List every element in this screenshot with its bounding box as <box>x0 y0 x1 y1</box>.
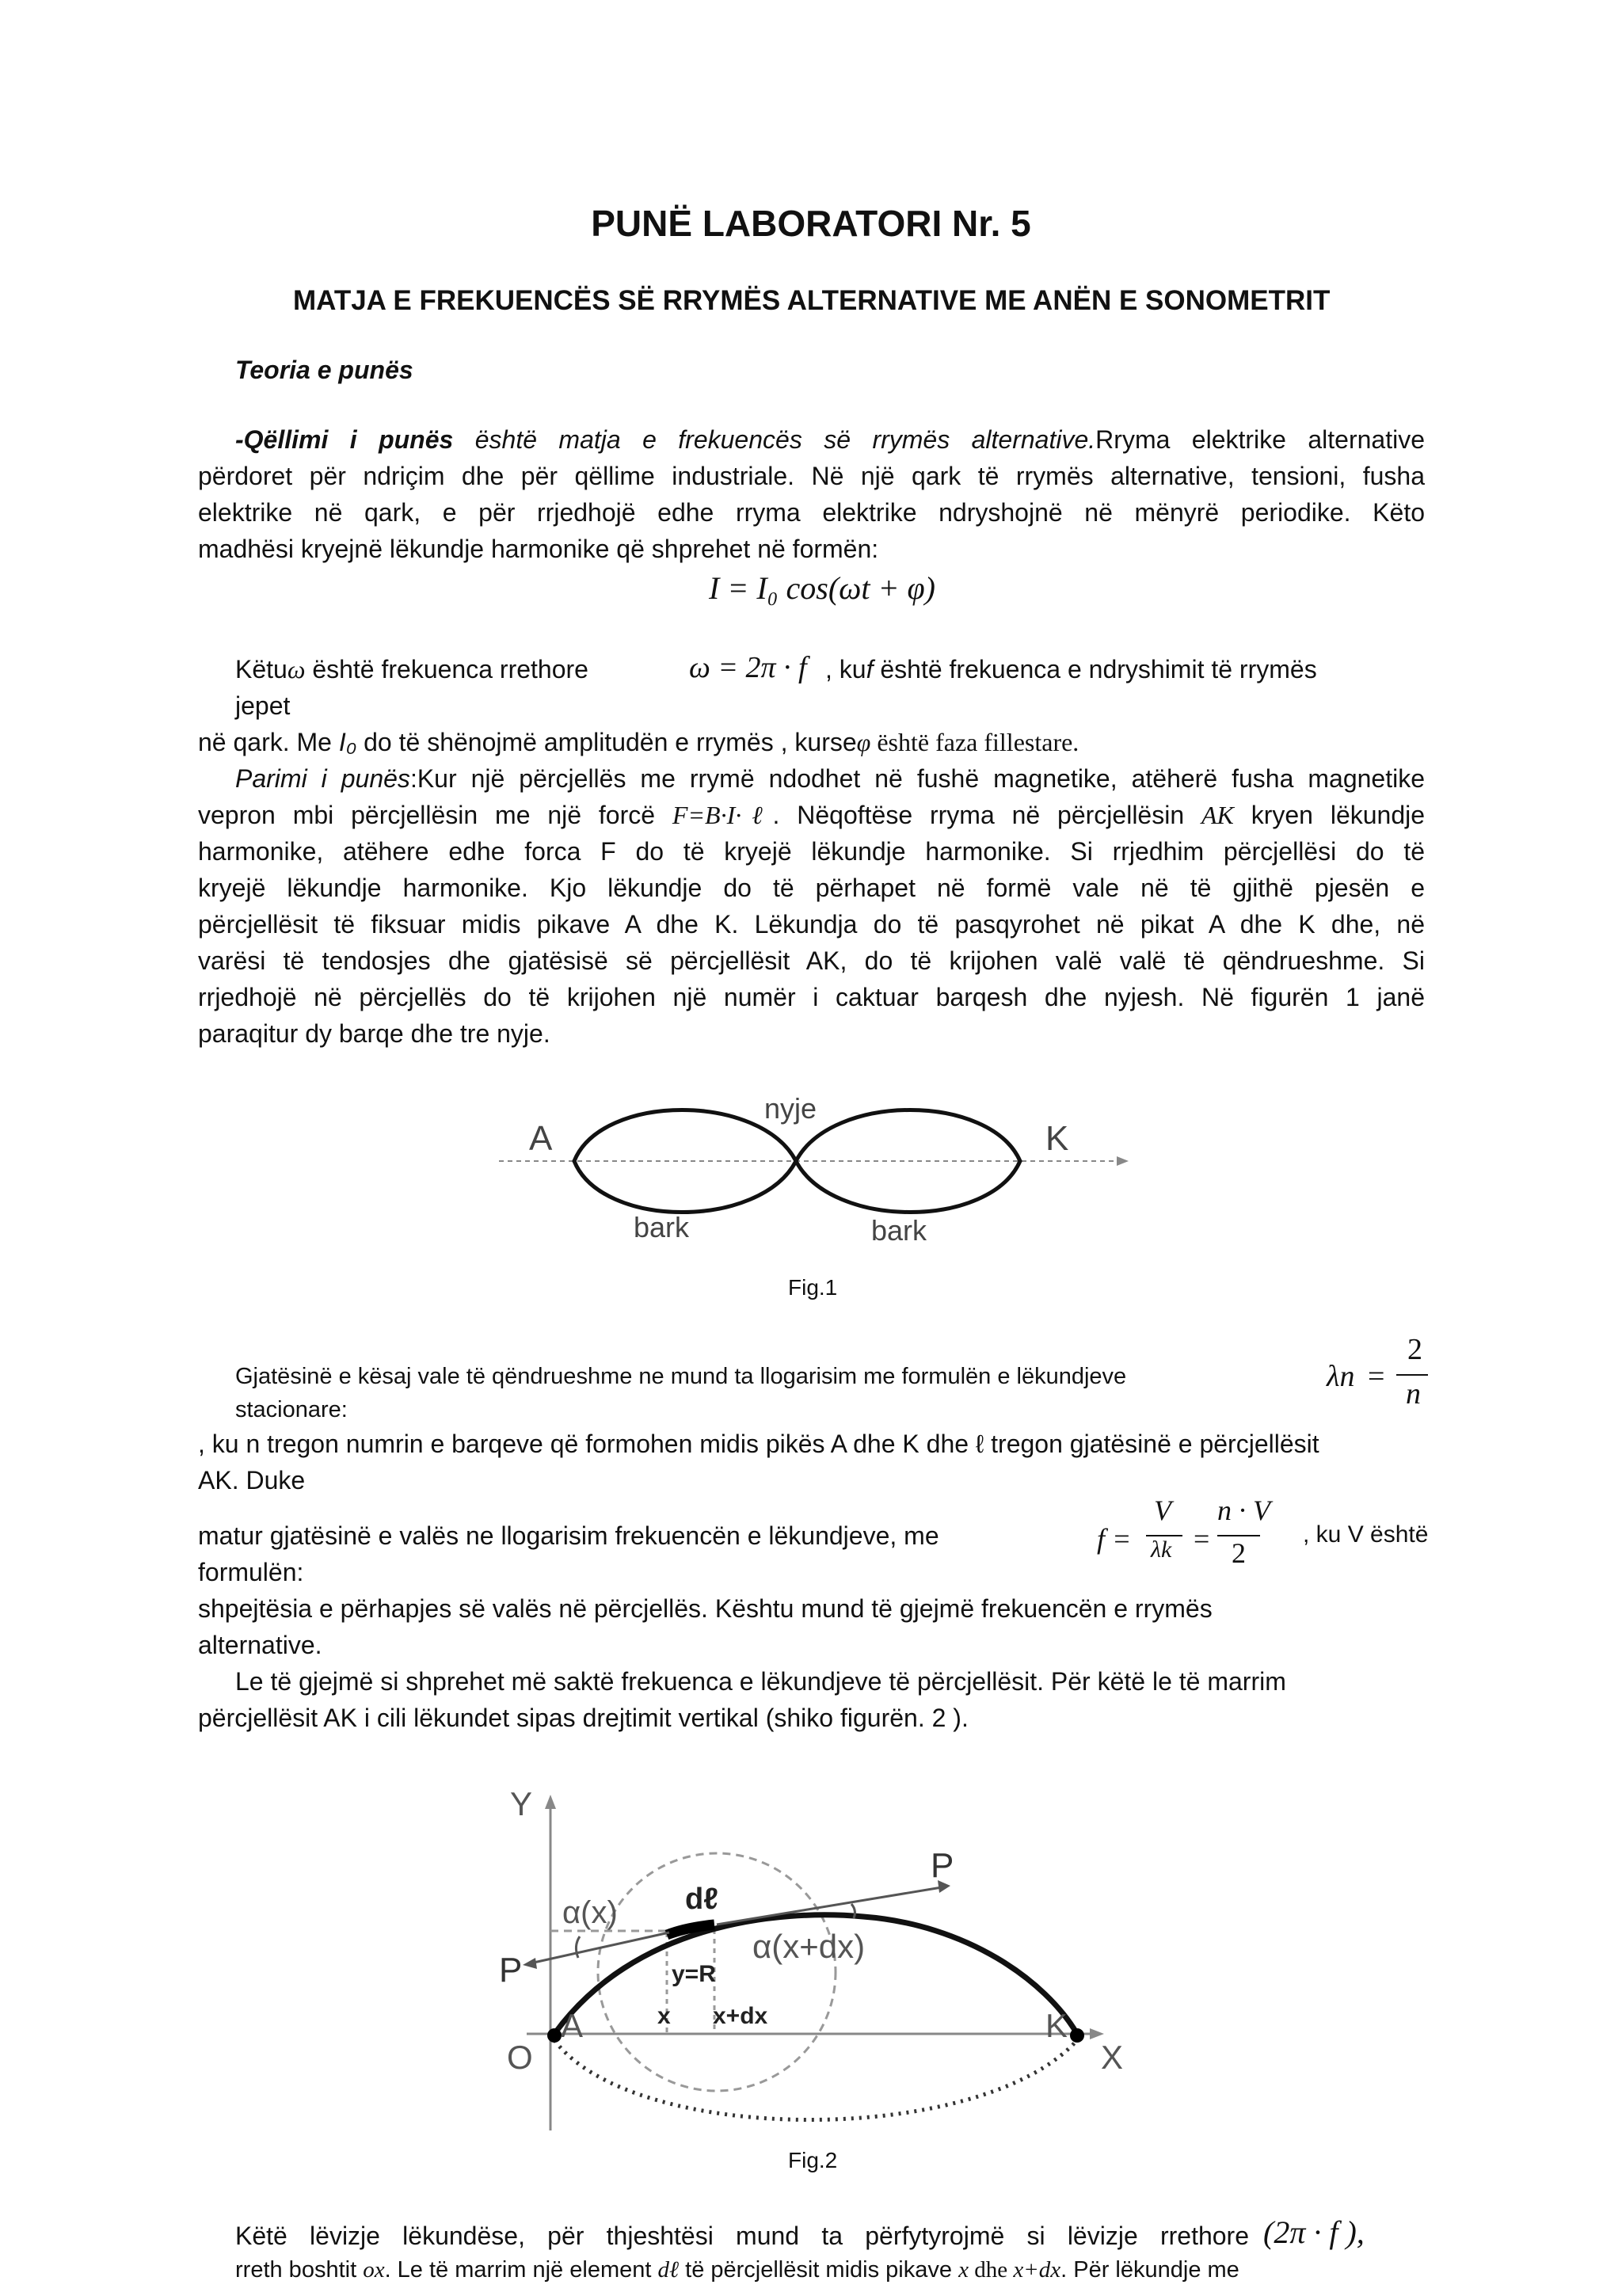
paragraph-3-line-8: paraqitur dy barqe dhe tre nyje. <box>198 1019 550 1048</box>
rest-text: është frekuenca e ndryshimit të rrymës <box>873 655 1317 683</box>
text-c: kryen lëkundje <box>1233 801 1426 829</box>
label-a: A <box>529 1119 553 1158</box>
paragraph-4-line-4: AK. Duke <box>198 1466 306 1494</box>
formula-lambda <box>1327 1333 1430 1416</box>
xdx-symbol: x+dx <box>1013 2257 1061 2283</box>
paragraph-4-line-3: , ku n tregon numrin e barqeve që formohen midis pikës A dhe K dhe ℓ tregon gjatësinë e përcjellësit <box>198 1430 1319 1458</box>
denominator: n <box>1406 1377 1421 1411</box>
section-heading: Teoria e punës <box>235 356 413 384</box>
freq-text: është frekuenca rrethore <box>305 655 588 683</box>
ku-text: , ku <box>825 655 866 683</box>
paragraph-4-line-2: stacionare: <box>235 1397 348 1422</box>
tension-right <box>717 1887 946 1925</box>
equals: = <box>1368 1360 1385 1393</box>
paragraph-3-line-3: harmonike, atëhere edhe forca F do të kryejë lëkundje harmonike. Si rrjedhim përcjellësi do të <box>198 837 1425 866</box>
label-alpha-x: α(x) <box>562 1895 618 1930</box>
paragraph-3-line-1 <box>235 760 1425 797</box>
text-b: . Nëqoftëse rryma në përcjellësin <box>772 801 1201 829</box>
equals-2: = <box>1194 1523 1210 1555</box>
frac2-num: n · V <box>1217 1494 1270 1526</box>
label-node: nyje <box>764 1092 817 1125</box>
formula-current: I = I₀ cos(ωt + φ) <box>709 570 935 606</box>
f-symbol: f <box>866 655 874 683</box>
paragraph-1-line-1 <box>235 421 1425 458</box>
frac2-den: 2 <box>1232 1537 1246 1569</box>
point-k <box>1070 2028 1084 2043</box>
text-b: . Le të marrim një element <box>384 2257 658 2283</box>
paragraph-4-line-5: matur gjatësinë e valës ne llogarisim frekuencën e lëkundjeve, me <box>198 1521 939 1550</box>
x-axis-label: X <box>1101 2039 1124 2076</box>
paragraph-4-line-9: Le të gjejmë si shprehet më saktë frekuenca e lëkundjeve të përcjellësit. Për këtë le të marrim <box>235 1667 1286 1696</box>
text-b: do të shënojmë amplitudën e rrymës , kurse <box>356 728 857 756</box>
text-a: vepron mbi përcjellësin me një forcë <box>198 801 672 829</box>
figure-1-caption: Fig.1 <box>788 1275 838 1300</box>
page-subtitle: MATJA E FREKUENCËS SË RRYMËS ALTERNATIVE ME ANËN E SONOMETRIT <box>293 285 1331 316</box>
lead-italic: Parimi i punës <box>235 764 410 793</box>
page-title: PUNË LABORATORI Nr. 5 <box>591 203 1031 244</box>
arrow-head <box>1117 1156 1129 1166</box>
label-a: A <box>561 2007 584 2044</box>
paragraph-1-line-3: elektrike në qark, e për rrjedhojë edhe rryma elektrike ndryshojnë në mënyrë periodike. Këto <box>198 498 1425 527</box>
label-k: K <box>1045 2007 1068 2044</box>
label-x: x <box>657 2003 671 2029</box>
force-formula: F=B·I·ℓ <box>672 801 773 829</box>
x-axis-arrow <box>1090 2028 1104 2039</box>
figure-2 <box>491 1774 1140 2146</box>
paragraph-2-jepet: jepet <box>235 691 291 720</box>
paragraph-5-line-1: Këtë lëvizje lëkundëse, për thjeshtësi mund ta përfytyrojmë si lëvizje rrethore <box>235 2222 1249 2250</box>
label-x-dx: x+dx <box>713 2003 768 2029</box>
text-d: . Për lëkundje me <box>1060 2257 1239 2283</box>
label-p-left: P <box>499 1951 523 1989</box>
paragraph-2-line-1-right <box>825 651 1317 687</box>
lambda-symbol: λn <box>1327 1360 1355 1393</box>
label-p-right: P <box>931 1846 954 1885</box>
label-bark-left: bark <box>634 1211 690 1243</box>
figure-1 <box>491 1085 1133 1267</box>
paragraph-4-line-6: formulën: <box>198 1558 304 1586</box>
ku-v-text: , ku V është <box>1303 1521 1429 1548</box>
frac1-num: V <box>1154 1494 1171 1526</box>
text-c: është faza fillestare. <box>870 728 1079 756</box>
figure-2-caption: Fig.2 <box>788 2148 838 2172</box>
ketu-text: Këtu <box>235 655 287 683</box>
phi-symbol: φ <box>856 728 871 756</box>
paragraph-3-line-5: përcjellësit të fiksuar midis pikave A dhe K. Lëkundja do të pasqyrohet në pikat A dhe K dhe, në <box>198 910 1425 939</box>
paragraph-3-line-6: varësi të tendosjes dhe gjatësisë së përcjellësit AK, do të krijohen valë valë të qëndrueshme. Si <box>198 946 1425 975</box>
tension-left <box>527 1932 669 1964</box>
line-rest: Rryma elektrike alternative <box>1095 425 1426 454</box>
paragraph-3-line-4: kryejë lëkundje harmonike. Kjo lëkundje do të përhapet në formë vale në të gjithë pjesën e <box>198 874 1425 902</box>
i0-symbol: I₀ <box>338 728 357 756</box>
paragraph-4-line-10: përcjellësit AK i cili lëkundet sipas drejtimit vertikal (shiko figurën. 2 ). <box>198 1704 969 1732</box>
lower-arc <box>554 2040 1077 2120</box>
fraction-bar <box>1396 1374 1428 1376</box>
y-axis-label: Y <box>510 1785 533 1822</box>
lead-italic: është matja e frekuencës së rrymës alternative. <box>453 425 1096 454</box>
text-a: në qark. Me <box>198 728 339 756</box>
ak-symbol: AK <box>1201 801 1234 829</box>
formula-omega: ω = 2π · f <box>689 651 807 684</box>
paragraph-1-line-4: madhësi kryejnë lëkundje harmonike që shprehet në formën: <box>198 535 879 563</box>
loop-right <box>796 1110 1020 1213</box>
paragraph-5-formula: (2π · f ), <box>1263 2214 1365 2250</box>
label-dl: dℓ <box>685 1883 718 1916</box>
origin-label: O <box>507 2039 533 2076</box>
lead-bold: -Qëllimi i punës <box>235 425 454 454</box>
label-bark-right: bark <box>871 1214 927 1247</box>
paragraph-1-line-2: përdoret për ndriçim dhe për qëllime industriale. Në një qark të rrymës alternative, tensioni, fusha <box>198 462 1425 490</box>
ox-symbol: ox <box>363 2257 385 2283</box>
paragraph-5-line-2 <box>235 2254 1239 2286</box>
label-k: K <box>1045 1119 1069 1158</box>
label-y-r: y=R <box>672 1961 716 1987</box>
numerator: 2 <box>1407 1333 1422 1366</box>
y-axis-arrow <box>545 1795 556 1809</box>
f-lhs: f = <box>1097 1523 1132 1555</box>
formula-frequency <box>1097 1494 1303 1584</box>
alpha-x-angle-arc <box>576 1936 580 1958</box>
x-symbol: x <box>958 2257 969 2283</box>
paragraph-4-line-8: alternative. <box>198 1631 322 1659</box>
paragraph-3-line-7: rrjedhojë në përcjellës do të krijohen një numër i caktuar barqesh dhe nyjesh. Në figurën 1 janë <box>198 983 1425 1011</box>
paragraph-4-line-7: shpejtësia e përhapjes së valës në përcjellës. Kështu mund të gjejmë frekuencën e rrymës <box>198 1594 1213 1623</box>
frac1-den: λk <box>1151 1536 1172 1563</box>
tension-left-arrow <box>523 1958 537 1969</box>
dl-symbol: dℓ <box>657 2257 680 2283</box>
paragraph-4-line-1: Gjatësinë e kësaj vale të qëndrueshme ne mund ta llogarisim me formulën e lëkundjeve <box>235 1364 1127 1389</box>
line-rest: :Kur një përcjellës me rrymë ndodhet në fushë magnetike, atëherë fusha magnetike <box>409 764 1426 793</box>
paragraph-2-line-3 <box>198 724 1079 760</box>
text-c: të përcjellësit midis pikave <box>679 2257 959 2283</box>
label-alpha-xdx: α(x+dx) <box>752 1928 866 1965</box>
paragraph-3-line-2 <box>198 797 1425 833</box>
point-a <box>547 2028 562 2043</box>
text-a: rreth boshtit <box>235 2257 364 2283</box>
omega-symbol: ω <box>287 655 306 683</box>
dhe-text: dhe <box>968 2257 1014 2283</box>
